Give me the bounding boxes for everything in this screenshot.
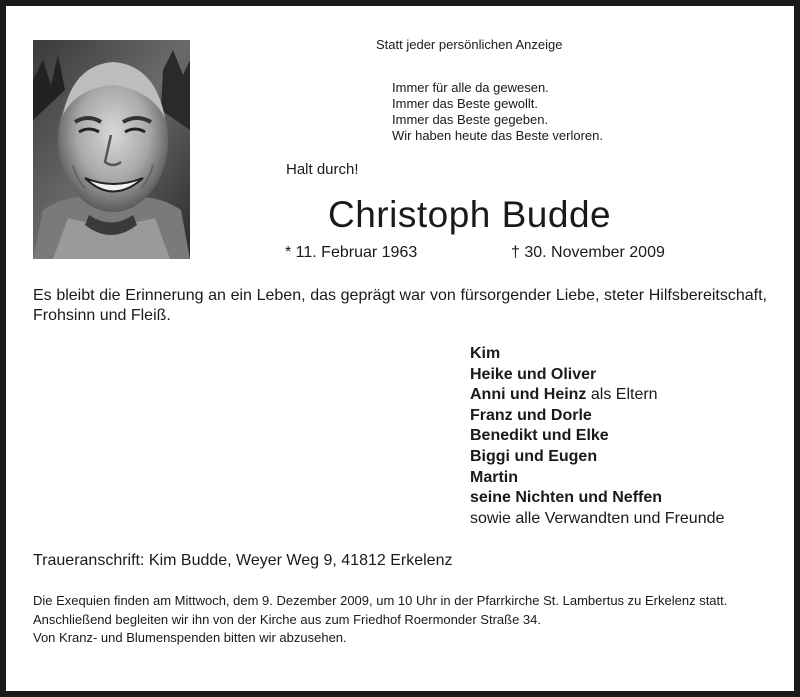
- mourner-line: Kim: [470, 345, 501, 362]
- mourner-line: Benedikt und Elke: [470, 427, 609, 445]
- mourner-names: Anni und Heinz: [470, 386, 587, 404]
- poem: [392, 80, 603, 144]
- mourner-line: Franz und Dorle: [470, 406, 592, 424]
- poem-line: Immer für alle da gewesen.: [392, 80, 549, 95]
- poem-line: Immer das Beste gewollt.: [392, 96, 538, 111]
- poem-line: Wir haben heute das Beste verloren.: [392, 128, 604, 143]
- mourners-list: [470, 344, 724, 529]
- mourner-line: Biggi und Eugen: [470, 447, 598, 465]
- funeral-note: Von Kranz- und Blumenspenden bitten wir abzusehen.: [33, 630, 347, 645]
- motto: Halt durch!: [286, 161, 359, 178]
- mourner-line: [470, 385, 724, 406]
- header-note: Statt jeder persönlichen Anzeige: [376, 37, 563, 52]
- death-date: † 30. November 2009: [511, 244, 665, 261]
- mourner-line: Martin: [470, 468, 518, 486]
- funeral-notes: [33, 593, 769, 646]
- funeral-note: Anschließend begleiten wir ihn von der Kirche aus zum Friedhof Roermonder Straße 34.: [33, 611, 541, 627]
- mourner-relation: als Eltern: [586, 386, 658, 404]
- mourner-line: seine Nichten und Neffen: [470, 489, 663, 507]
- portrait-photo: [33, 40, 190, 259]
- mourning-address: Traueranschrift: Kim Budde, Weyer Weg 9, 41812 Erkelenz: [33, 552, 453, 569]
- poem-line: Immer das Beste gegeben.: [392, 112, 549, 127]
- birth-date: * 11. Februar 1963: [285, 244, 418, 261]
- deceased-name: Christoph Budde: [328, 194, 612, 235]
- mourner-line: sowie alle Verwandten und Freunde: [470, 509, 725, 527]
- mourner-line: Heike und Oliver: [470, 365, 597, 383]
- memory-text: Es bleibt die Erinnerung an ein Leben, das geprägt war von fürsorgender Liebe, steter Hilfsbereitschaft, Frohsinn und Fleiß.: [33, 287, 767, 324]
- obituary-card: [6, 6, 794, 691]
- funeral-note: Die Exequien finden am Mittwoch, dem 9. Dezember 2009, um 10 Uhr in der Pfarrkirche St. Lambertus zu Erkelenz statt.: [33, 593, 728, 608]
